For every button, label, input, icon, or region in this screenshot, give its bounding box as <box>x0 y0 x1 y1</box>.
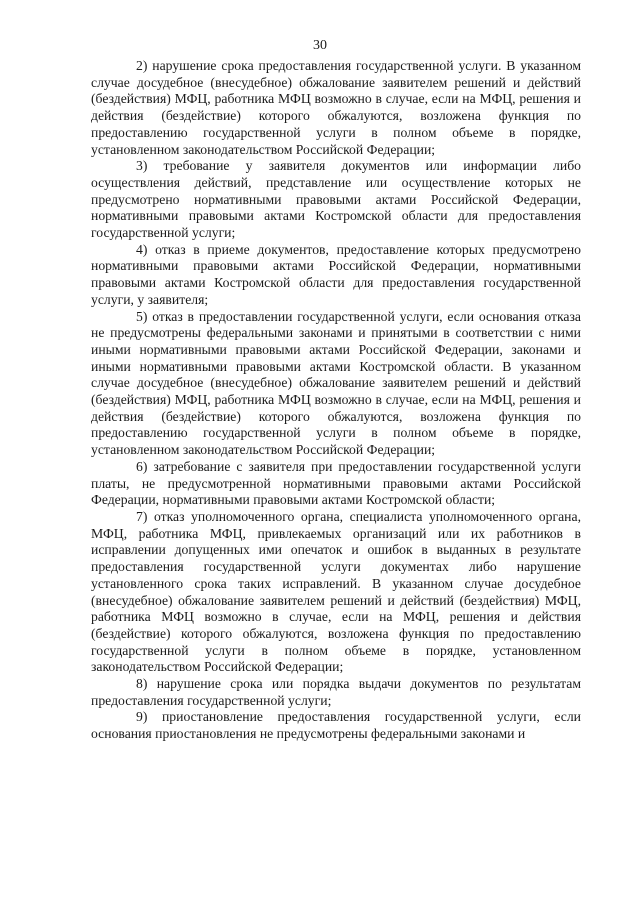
page-number: 30 <box>313 38 327 53</box>
paragraph-item-7: 7) отказ уполномоченного органа, специалиста уполномоченного органа, МФЦ, работника МФЦ, привлекаемых организаций или их работников в исправлении допущенных ими опечаток и ошибок в выданных в результате предоставления государственной услуги документах либо нарушение установленного срока таких исправлений. В указанном случае досудебное (внесудебное) обжалование заявителем решений и действий (бездействия) МФЦ, работника МФЦ возможно в случае, если на МФЦ, решения и действия (бездействие) которого обжалуются, возложена функция по предоставлению государственной услуги в полном объеме в порядке, установленном законодательством Российской Федерации; <box>91 508 581 675</box>
paragraph-item-9: 9) приостановление предоставления государственной услуги, если основания приостановления не предусмотрены федеральными законами и <box>91 709 581 742</box>
paragraph-item-3: 3) требование у заявителя документов или информации либо осуществления действий, представление или осуществление которых не предусмотрено нормативными правовыми актами Российской Федерации, нормативными правовыми актами Костромской области для предоставления государственной услуги; <box>91 158 581 241</box>
paragraph-item-4: 4) отказ в приеме документов, предоставление которых предусмотрено нормативными правовыми актами Российской Федерации, нормативными правовыми актами Костромской области для предоставления государственной услуги, у заявителя; <box>91 241 581 307</box>
paragraph-item-6: 6) затребование с заявителя при предоставлении государственной услуги платы, не предусмотренной нормативными правовыми актами Российской Федерации, нормативными правовыми актами Костромской области; <box>91 458 581 508</box>
document-body <box>91 58 581 743</box>
paragraph-item-8: 8) нарушение срока или порядка выдачи документов по результатам предоставления государственной услуги; <box>91 676 581 708</box>
paragraph-item-5: 5) отказ в предоставлении государственной услуги, если основания отказа не предусмотрены федеральными законами и принятыми в соответствии с ними иными нормативными правовыми актами Российской Федерации, законами и иными нормативными правовыми актами Костромской области. В указанном случае досудебное (внесудебное) обжалование заявителем решений и действий (бездействия) МФЦ, работника МФЦ возможно в случае, если на МФЦ, решения и действия (бездействие) которого обжалуются, возложена функция по предоставлению государственной услуги в полном объеме в порядке, установленном законодательством Российской Федерации; <box>91 308 581 458</box>
paragraph-item-2: 2) нарушение срока предоставления государственной услуги. В указанном случае досудебное (внесудебное) обжалование заявителем решений и действий (бездействия) МФЦ, работника МФЦ возможно в случае, если на МФЦ, решения и действия (бездействие) которого обжалуются, возложена функция по предоставлению государственной услуги в полном объеме в порядке, установленном законодательством Российской Федерации; <box>91 58 581 157</box>
